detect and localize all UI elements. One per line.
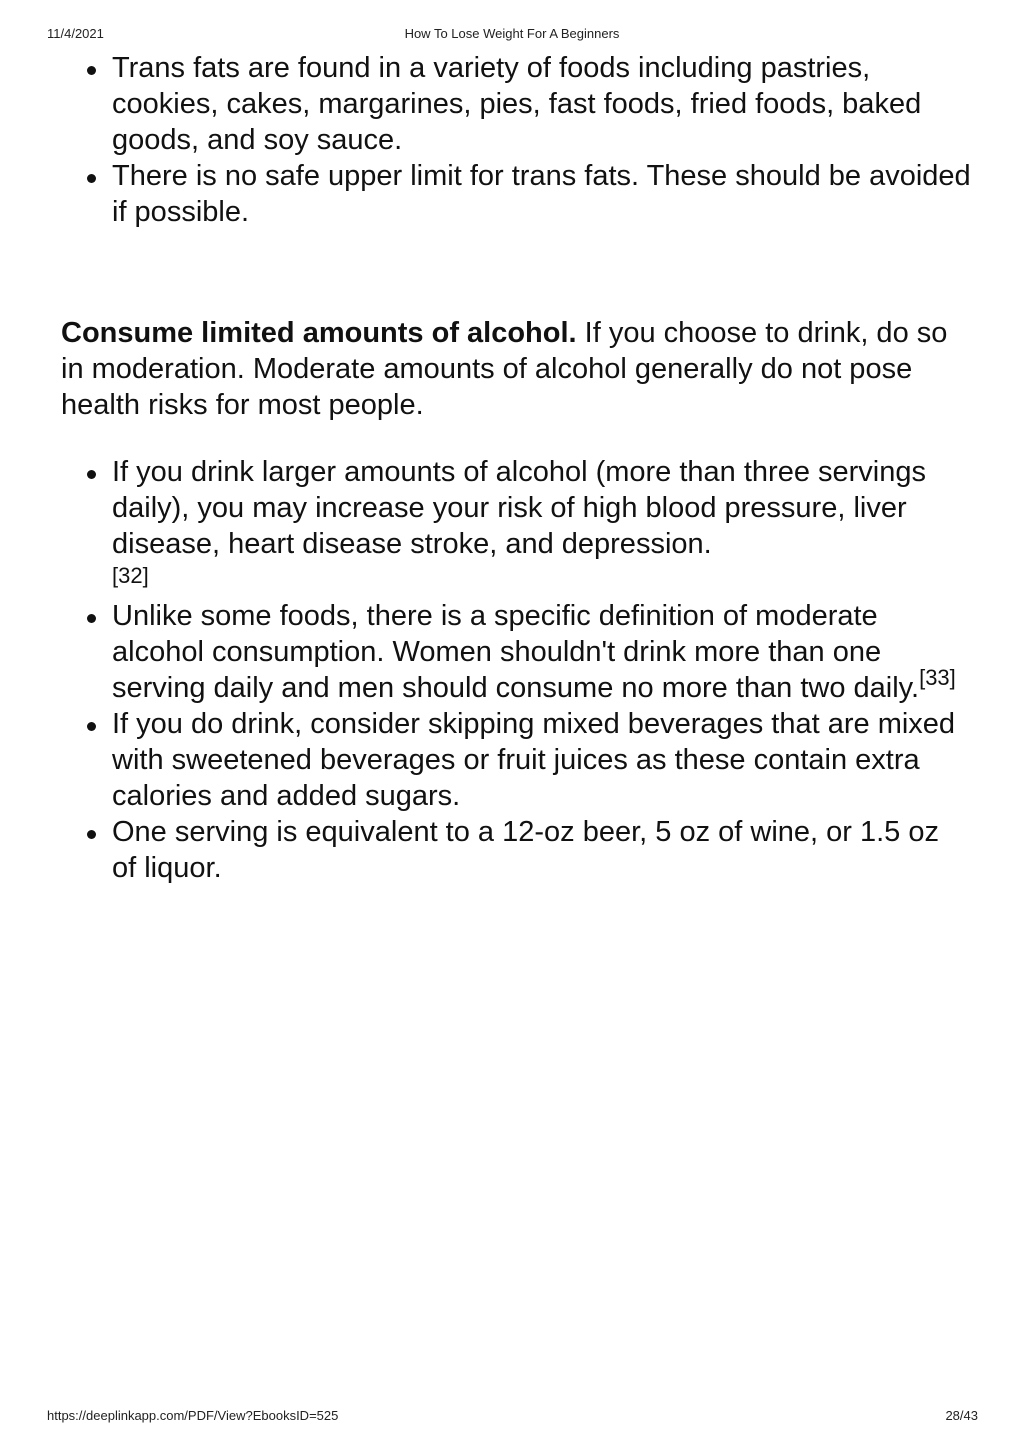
list-item (112, 454, 971, 590)
list-item-text: One serving is equivalent to a 12-oz beer, 5 oz of wine, or 1.5 oz of liquor. (112, 816, 939, 884)
list-item (112, 598, 971, 706)
list-item (112, 706, 971, 814)
footer-page-number: 28/43 (945, 1408, 978, 1423)
list-item-text: There is no safe upper limit for trans fats. These should be avoided if possible. (112, 160, 971, 228)
list-item (112, 50, 971, 158)
header-title: How To Lose Weight For A Beginners (404, 26, 620, 41)
footer-url: https://deeplinkapp.com/PDF/View?EbooksID=525 (47, 1408, 339, 1423)
citation-link[interactable]: [33] (919, 665, 956, 690)
header-date: 11/4/2021 (47, 26, 104, 41)
list-item (112, 814, 971, 886)
list-item-text: Unlike some foods, there is a specific definition of moderate alcohol consumption. Women shouldn't drink more than one serving daily and men should consume no more than two daily. (112, 600, 920, 704)
list-item (112, 158, 971, 230)
page-content (61, 50, 971, 886)
alcohol-paragraph (61, 315, 971, 423)
alcohol-intro: If you choose to drink, do so in moderation. Moderate amounts of alcohol generally do not pose health risks for most people. (61, 317, 948, 421)
list-item-text: Trans fats are found in a variety of foods including pastries, cookies, cakes, margarines, pies, fast foods, fried foods, baked goods, and soy sauce. (112, 52, 922, 156)
alcohol-heading: Consume limited amounts of alcohol. (61, 317, 577, 349)
alcohol-list (61, 454, 971, 886)
trans-fats-list (61, 50, 971, 230)
list-item-text: If you drink larger amounts of alcohol (more than three servings daily), you may increase your risk of high blood pressure, liver disease, heart disease stroke, and depression. (112, 456, 927, 560)
list-item-text: If you do drink, consider skipping mixed beverages that are mixed with sweetened beverages or fruit juices as these contain extra calories and added sugars. (112, 708, 956, 812)
citation-link[interactable]: [32] (112, 563, 149, 588)
